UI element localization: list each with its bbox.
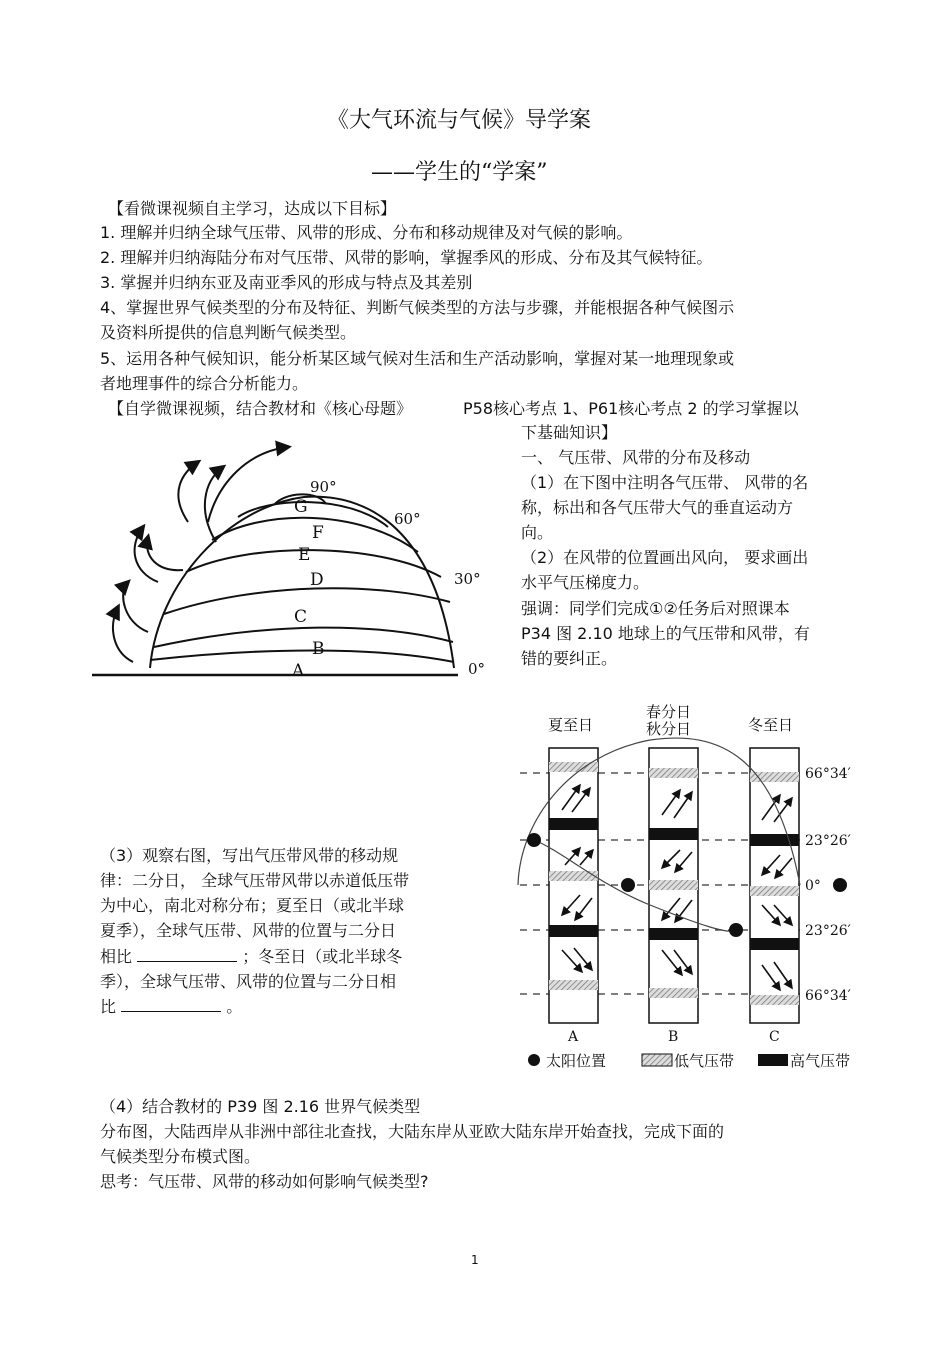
column-letter: A (568, 1029, 579, 1045)
question-3-text: ；冬至日（或北半球冬 (242, 947, 403, 966)
question-4-line: （4）结合教材的 P39 图 2.16 世界气候类型 (100, 1097, 421, 1116)
goals-heading: 【看微课视频自主学习，达成以下目标】 (108, 199, 397, 218)
question-2-line: （2）在风带的位置画出风向， 要求画出 (521, 548, 809, 567)
goal-line: 及资料所提供的信息判断气候类型。 (100, 323, 357, 342)
page-subtitle: ——学生的“学案” (371, 160, 548, 185)
study-intro-cont: 下基础知识】 (521, 423, 618, 442)
emphasis-line: P34 图 2.10 地球上的气压带和风带，有 (521, 624, 810, 643)
question-4-line: 气候类型分布模式图。 (100, 1147, 261, 1166)
answer-blank-summer[interactable] (137, 947, 237, 962)
think-question: 思考：气压带、风带的移动如何影响气候类型? (100, 1172, 429, 1191)
column-title: 秋分日 (646, 720, 692, 738)
goal-line: 2. 理解并归纳海陆分布对气压带、风带的影响，掌握季风的形成、分布及其气候特征。 (100, 248, 713, 267)
latitude-label: 0° (805, 878, 821, 894)
goal-line: 者地理事件的综合分析能力。 (100, 374, 309, 393)
high-pressure-swatch (758, 1054, 788, 1066)
latitude-label: 66°34′ (805, 766, 851, 782)
question-3-line: 律：二分日， 全球气压带风带以赤道低压带 (100, 871, 410, 890)
question-1-line: （1）在下图中注明各气压带、 风带的名 (521, 473, 809, 492)
column-title: 春分日 (646, 703, 692, 721)
question-3-line (100, 994, 242, 1017)
answer-blank-winter[interactable] (121, 997, 221, 1012)
page-title: 《大气环流与气候》导学案 (327, 108, 592, 133)
question-3-text: 相比 (100, 947, 133, 966)
question-3-line: （3）观察右图，写出气压带风带的移动规 (100, 846, 399, 865)
belt-label: A (292, 661, 305, 681)
belt-label: F (312, 523, 324, 543)
question-1-line: 向。 (521, 523, 554, 542)
latitude-label: 23°26′ (805, 833, 851, 849)
belt-label: G (294, 497, 308, 517)
question-4-line: 分布图，大陆西岸从非洲中部往北查找，大陆东岸从亚欧大陆东岸开始查找，完成下面的 (100, 1122, 725, 1141)
column-title: 夏至日 (548, 716, 594, 734)
question-3-line: 夏季），全球气压带、风带的位置与二分日 (100, 921, 397, 940)
belt-label: B (312, 639, 325, 659)
question-3-line: 季），全球气压带、风带的位置与二分日相 (100, 972, 397, 991)
belt-label: C (294, 607, 308, 627)
column-letter: B (668, 1029, 679, 1045)
question-3-line: 为中心，南北对称分布；夏至日（或北半球 (100, 896, 405, 915)
emphasis-line: 强调：同学们完成①②任务后对照课本 (521, 599, 790, 618)
belt-label: D (310, 570, 324, 590)
belt-label: E (298, 545, 311, 565)
question-3-text: 。 (226, 997, 243, 1016)
latitude-label: 90° (310, 478, 337, 496)
latitude-label: 30° (454, 570, 481, 588)
question-3-line (100, 944, 402, 967)
goal-line: 1. 理解并归纳全球气压带、风带的形成、分布和移动规律及对气候的影响。 (100, 223, 633, 242)
section-heading: 一、 气压带、风带的分布及移动 (521, 448, 751, 467)
latitude-label: 66°34′ (805, 988, 851, 1004)
question-2-line: 水平气压梯度力。 (521, 573, 650, 592)
emphasis-line: 错的要纠正。 (521, 649, 618, 668)
question-1-line: 称，标出和各气压带大气的垂直运动方 (521, 498, 794, 517)
page-number: 1 (471, 1253, 479, 1267)
question-3-text: 比 (100, 997, 117, 1016)
legend-label: 低气压带 (674, 1052, 735, 1070)
goal-line: 3. 掌握并归纳东亚及南亚季风的形成与特点及其差别 (100, 273, 473, 292)
goal-line: 4、掌握世界气候类型的分布及特征、判断气候类型的方法与步骤，并能根据各种气候图示 (100, 298, 735, 317)
low-pressure-swatch (642, 1054, 672, 1066)
pressure-belt-globe-figure (88, 432, 498, 682)
study-intro-right: P58核心考点 1、P61核心考点 2 的学习掌握以 (463, 399, 799, 418)
legend-label: 高气压带 (790, 1052, 851, 1070)
study-intro-left: 【自学微课视频，结合教材和《核心母题》 (108, 399, 413, 418)
goal-line: 5、运用各种气候知识，能分析某区域气候对生活和生产活动影响，掌握对某一地理现象或 (100, 349, 735, 368)
latitude-label: 23°26′ (805, 923, 851, 939)
sun-icon (528, 1054, 540, 1066)
column-title: 冬至日 (748, 716, 794, 734)
column-letter: C (769, 1029, 780, 1045)
belt-shift-figure (500, 700, 870, 1080)
latitude-label: 0° (468, 660, 486, 678)
legend-label: 太阳位置 (546, 1052, 607, 1070)
latitude-label: 60° (394, 510, 421, 528)
